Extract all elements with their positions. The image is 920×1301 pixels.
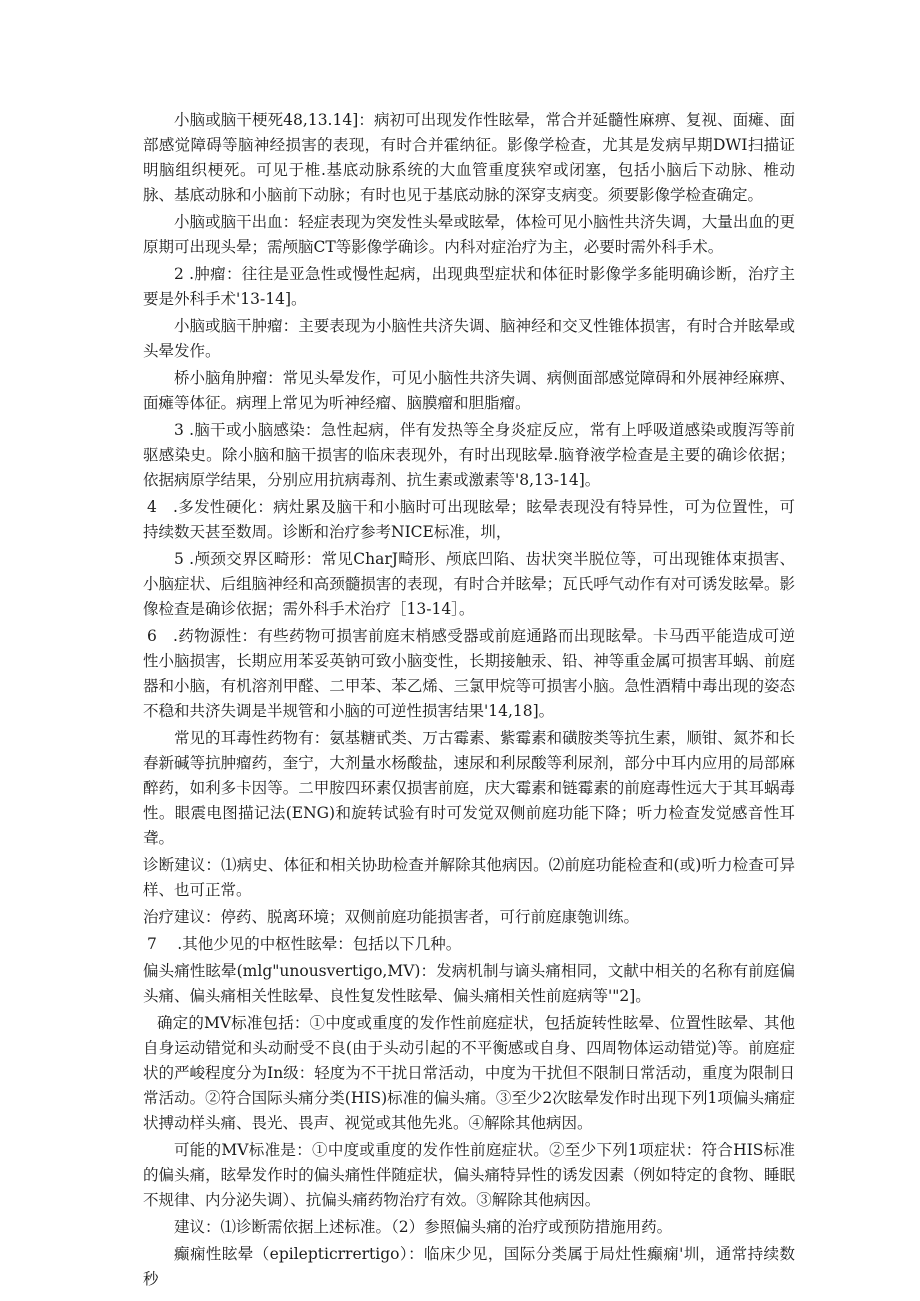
paragraph-diagnosis-advice: 诊断建议：⑴病史、体征和相关协助检查并解除其他病因。⑵前庭功能检查和(或)听力检查可异样、也可正常。 (143, 856, 795, 899)
document-page (143, 108, 795, 1294)
paragraph-infection: 3 .脑干或小脑感染：急性起病，伴有发热等全身炎症反应，常有上呼吸道感染或腹泻等前驱感染史。除小脑和脑干损害的临床表现外，有时出现眩晕.脑脊液学检查是主要的确诊依据；依据病原学结果，分别应用抗病毒剂、抗生素或激素等'8,13-14]。 (143, 421, 795, 489)
paragraph-cerebellar-hemorrhage: 小脑或脑干出血：轻症表现为突发性头晕或眩晕，体检可见小脑性共济失调，大量出血的更原期可出现头晕；需颅脑CT等影像学确诊。内科对症治疗为主，必要时需外科手术。 (143, 213, 795, 256)
paragraph-epileptic-vertigo: 癫痫性眩晕（epilepticrrertigo）：临床少见，国际分类属于局灶性癫痫'圳，通常持续数秒 (143, 1245, 795, 1288)
paragraph-treatment-advice: 治疗建议：停药、脱离环境；双侧前庭功能损害者，可行前庭康匏训练。 (143, 908, 640, 926)
paragraph-craniocervical-malformation: 5 .颅颈交界区畸形：常见CharJ畸形、颅底凹陷、齿状突半脱位等，可出现锥体束损害、小脑症状、后组脑神经和高颈髓损害的表现，有时合并眩晕；瓦氏呼气动作有对可诱发眩晕。影像检查是确诊依据；需外科手术治疗［13-14］。 (143, 550, 795, 618)
paragraph-tumor: 2 .肿瘤：往往是亚急性或慢性起病，出现典型症状和体征时影像学多能明确诊断，治疗主要是外科手术'13-14]。 (143, 265, 795, 308)
paragraph-ototoxic-drugs: 常见的耳毒性药物有：氨基糖甙类、万古霉素、紫霉素和磺胺类等抗生素，顺钳、氮芥和长春新碱等抗肿瘤药，奎宁，大剂量水杨酸盐，速尿和利尿酸等利尿剂，部分中耳内应用的局部麻醉药，如利多卡因等。二甲胺四环素仅损害前庭，庆大霉素和链霉素的前庭毒性远大于其耳蜗毒性。眼震电图描记法(ENG)和旋转试验有时可发觉双侧前庭功能下降；听力检查发觉感音性耳聋。 (143, 729, 795, 847)
paragraph-other-central-vertigo: 7 .其他少见的中枢性眩晕：包括以下几种。 (147, 935, 462, 953)
paragraph-migrainous-vertigo: 偏头痛性眩晕(mlg"unousvertigo,MV)：发病机制与谪头痛相同，文献中相关的名称有前庭偏头痛、偏头痛相关性眩晕、良性复发性眩晕、偏头痛相关性前庭病等'"2]。 (143, 962, 795, 1005)
paragraph-definite-mv-criteria: 确定的MV标准包括：①中度或重度的发作性前庭症状，包括旋转性眩晕、位置性眩晕、其他自身运动错觉和头动耐受不良(由于头动引起的不平衡感或自身、四周物体运动错觉)等。前庭症状的严峻程度分为In级：轻度为不干扰日常活动，中度为干扰但不限制日常活动，重度为限制日常活动。②符合国际头痛分类(HIS)标准的偏头痛。③至少2次眩晕发作时出现下列1项偏头痛症状搏动样头痛、畏光、畏声、视觉或其他先兆。④解除其他病因。 (143, 1014, 795, 1132)
paragraph-cerebellar-infarction: 小脑或脑干梗死48,13.14]：病初可出现发作性眩晕，常合并延髓性麻痹、复视、面瘫、面部感觉障碍等脑神经损害的表现，有时合并霍纳征。影像学检查，尤其是发病早期DWI扫描证明脑组织梗死。可见于椎.基底动脉系统的大血管重度狭窄或闭塞，包括小脑后下动脉、椎动脉、基底动脉和小脑前下动脉；有时也见于基底动脉的深穿支病变。须要影像学检查确定。 (143, 111, 795, 204)
paragraph-mv-advice: 建议：⑴诊断需依据上述标准。（2）参照偏头痛的治疗或预防措施用药。 (174, 1218, 673, 1236)
paragraph-cerebellopontine-tumor: 桥小脑角肿瘤：常见头晕发作，可见小脑性共济失调、病侧面部感觉障碍和外展神经麻痹、面瘫等体征。病理上常见为听神经瘤、脑膜瘤和胆脂瘤。 (143, 369, 795, 412)
paragraph-brainstem-tumor: 小脑或脑干肿瘤：主要表现为小脑性共济失调、脑神经和交叉性锥体损害，有时合并眩晕或头晕发作。 (143, 317, 795, 360)
paragraph-multiple-sclerosis: 4 .多发性硬化：病灶累及脑干和小脑时可出现眩晕；眩晕表现没有特异性，可为位置性，可持续数天甚至数周。诊断和治疗参考NICE标准，圳， (143, 498, 795, 541)
paragraph-probable-mv-criteria: 可能的MV标准是：①中度或重度的发作性前庭症状。②至少下列1项症状：符合HIS标准的偏头痛，眩晕发作时的偏头痛性伴随症状，偏头痛特异性的诱发因素（例如特定的食物、睡眠不规律、内分泌失调）、抗偏头痛药物治疗有效。③解除其他病因。 (143, 1141, 795, 1209)
paragraph-drug-induced: 6 .药物源性：有些药物可损害前庭末梢感受器或前庭通路而出现眩晕。卡马西平能造成可逆性小脑损害，长期应用苯妥英钠可致小脑变性，长期接触汞、铅、神等重金属可损害耳蜗、前庭器和小脑，有机溶剂甲醛、二甲苯、苯乙烯、三氯甲烷等可损害小脑。急性酒精中毒出现的姿态不稳和共济失调是半规管和小脑的可逆性损害结果'14,18]。 (143, 627, 795, 720)
